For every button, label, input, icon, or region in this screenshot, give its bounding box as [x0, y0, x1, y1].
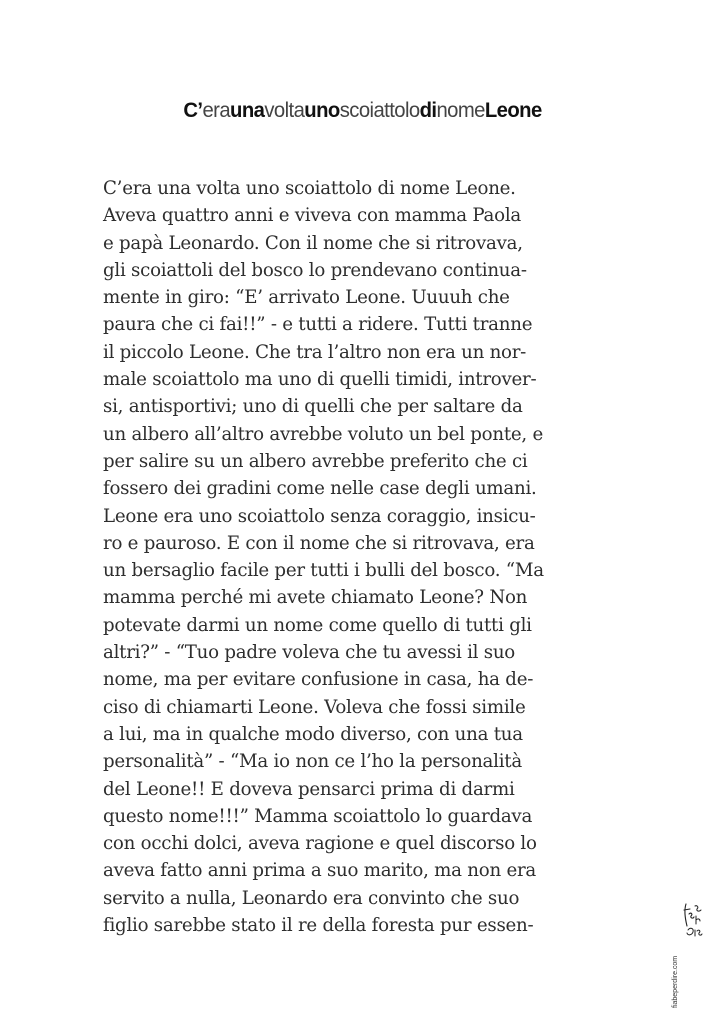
text-line: si, antisportivi; uno di quelli che per saltare da — [103, 396, 523, 418]
title-part: volta — [264, 99, 305, 122]
story-text — [103, 175, 625, 939]
text-line: gli scoiattoli del bosco lo prendevano continua- — [103, 259, 527, 281]
text-line: personalità” - “Ma io non ce l’ho la personalità — [103, 751, 522, 773]
text-line: del Leone!! E doveva pensarci prima di darmi — [103, 778, 515, 800]
text-line: mente in giro: “E’ arrivato Leone. Uuuuh che — [103, 287, 510, 309]
text-line: aveva fatto anni prima a suo marito, ma non era — [103, 860, 537, 882]
text-line: un albero all’altro avrebbe voluto un bel ponte, e — [103, 423, 543, 445]
text-line: Aveva quattro anni e viveva con mamma Paola — [103, 205, 521, 227]
text-line: potevate darmi un nome come quello di tutti gli — [103, 614, 532, 636]
publisher-mark — [664, 900, 704, 1010]
title-part: C’ — [183, 99, 203, 122]
text-line: il piccolo Leone. Che tra l’altro non era un nor- — [103, 341, 527, 363]
text-line: male scoiattolo ma uno di quelli timidi, introver- — [103, 369, 537, 391]
text-line: ro e pauroso. E con il nome che si ritrovava, era — [103, 532, 535, 554]
page-title — [13, 98, 713, 124]
text-line: figlio sarebbe stato il re della foresta pur essen- — [103, 915, 534, 937]
text-line: altri?” - “Tuo padre voleva che tu avessi il suo — [103, 642, 515, 664]
text-line: per salire su un albero avrebbe preferito che ci — [103, 450, 528, 472]
text-line: servito a nulla, Leonardo era convinto che suo — [103, 887, 520, 909]
publisher-url: fiabeperdire.com — [672, 955, 679, 1008]
text-line: ciso di chiamarti Leone. Voleva che fossi simile — [103, 696, 526, 718]
title-part: una — [230, 99, 265, 122]
title-part: Leone — [484, 99, 542, 122]
text-line: mamma perché mi avete chiamato Leone? Non — [103, 587, 528, 609]
text-line: questo nome!!!” Mamma scoiattolo lo guardava — [103, 805, 533, 827]
text-line: e papà Leonardo. Con il nome che si ritrovava, — [103, 232, 523, 254]
text-line: a lui, ma in qualche modo diverso, con una tua — [103, 723, 523, 745]
title-part: uno — [304, 99, 340, 122]
title-part: era — [202, 99, 231, 122]
text-line: un bersaglio facile per tutti i bulli del bosco. “Ma — [103, 560, 544, 582]
title-part: nome — [436, 99, 485, 122]
text-line: paura che ci fai!!” - e tutti a ridere. Tutti tranne — [103, 314, 533, 336]
title-part: di — [419, 99, 437, 122]
text-line: C’era una volta uno scoiattolo di nome Leone. — [103, 178, 516, 199]
handwritten-logo-icon — [682, 900, 704, 940]
text-line: nome, ma per evitare confusione in casa, ha de- — [103, 669, 534, 691]
text-line: fossero dei gradini come nelle case degli umani. — [103, 478, 537, 500]
text-line: Leone era uno scoiattolo senza coraggio, insicu- — [103, 505, 536, 527]
text-line: con occhi dolci, aveva ragione e quel discorso lo — [103, 833, 537, 855]
title-part: scoiattolo — [339, 99, 420, 122]
